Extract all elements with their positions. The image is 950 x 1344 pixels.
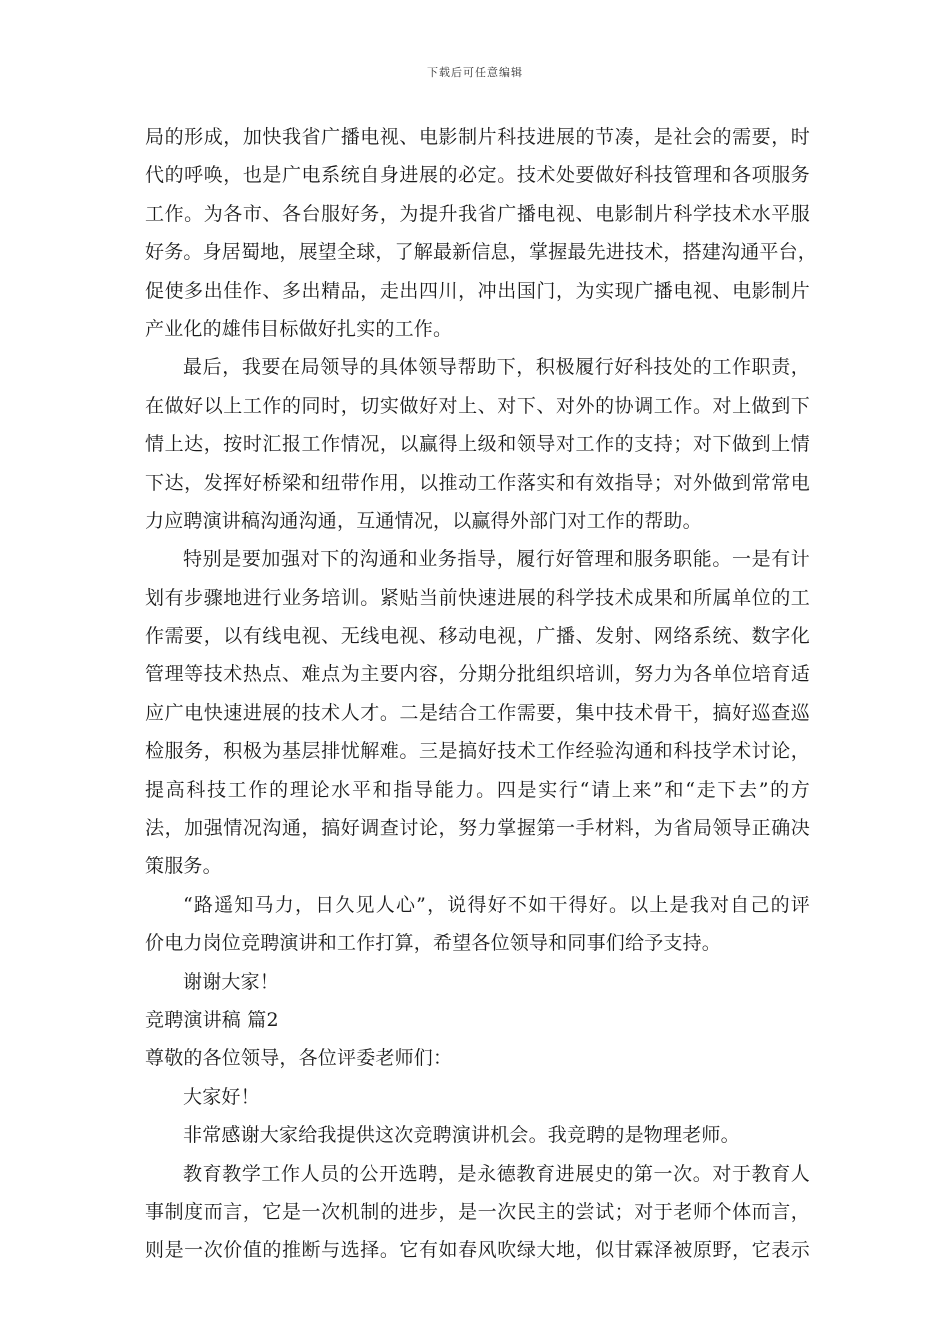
text-line: 竞聘演讲稿 篇2 xyxy=(145,1008,279,1031)
text-line: 工作。为各市、各台服好务，为提升我省广播电视、电影制片科学技术水平服 xyxy=(145,202,810,225)
text-line: 提高科技工作的理论水平和指导能力。四是实行“请上来”和“走下去”的方 xyxy=(145,778,810,801)
text-line: 非常感谢大家给我提供这次竞聘演讲机会。我竞聘的是物理老师。 xyxy=(183,1124,740,1147)
text-line: 管理等技术热点、难点为主要内容，分期分批组织培训，努力为各单位培育适 xyxy=(145,663,810,686)
text-line: 力应聘演讲稿沟通沟通，互通情况，以赢得外部门对工作的帮助。 xyxy=(145,509,702,532)
text-line: 价电力岗位竞聘演讲和工作打算，希望各位领导和同事们给予支持。 xyxy=(145,932,722,955)
text-line: 应广电快速进展的技术人才。二是结合工作需要，集中技术骨干，搞好巡查巡 xyxy=(145,701,810,724)
text-line: 检服务，积极为基层排忧解难。三是搞好技术工作经验沟通和科技学术讨论， xyxy=(145,740,810,763)
text-line: 产业化的雄伟目标做好扎实的工作。 xyxy=(145,317,453,340)
text-line: “路遥知马力，日久见人心”，说得好不如干得好。以上是我对自己的评 xyxy=(183,893,810,916)
text-line: 策服务。 xyxy=(145,855,222,878)
text-line: 特别是要加强对下的沟通和业务指导，履行好管理和服务职能。一是有计 xyxy=(183,548,810,571)
text-line: 好务。身居蜀地，展望全球，了解最新信息，掌握最先进技术，搭建沟通平台， xyxy=(145,241,818,264)
text-line: 下达，发挥好桥梁和纽带作用，以推动工作落实和有效指导；对外做到常常电 xyxy=(145,471,810,494)
text-line: 局的形成，加快我省广播电视、电影制片科技进展的节凑，是社会的需要，时 xyxy=(145,126,810,148)
text-line: 代的呼唤，也是广电系统自身进展的必定。技术处要做好科技管理和各项服务 xyxy=(145,164,810,187)
text-line: 情上达，按时汇报工作情况，以赢得上级和领导对工作的支持；对下做到上情 xyxy=(145,433,810,456)
text-line: 谢谢大家！ xyxy=(183,970,280,993)
text-line: 促使多出佳作、多出精品，走出四川，冲出国门，为实现广播电视、电影制片 xyxy=(145,279,810,302)
text-line: 划有步骤地进行业务培训。紧贴当前快速进展的科学技术成果和所属单位的工 xyxy=(145,586,810,609)
text-line: 作需要，以有线电视、无线电视、移动电视，广播、发射、网络系统、数字化 xyxy=(145,625,810,648)
text-line: 则是一次价值的推断与选择。它有如春风吹绿大地，似甘霖泽被原野，它表示 xyxy=(145,1239,810,1262)
document-body xyxy=(145,118,818,1270)
text-line: 大家好！ xyxy=(183,1085,260,1108)
text-line: 教育教学工作人员的公开选聘，是永德教育进展史的第一次。对于教育人 xyxy=(183,1162,810,1185)
text-line: 事制度而言，它是一次机制的进步，是一次民主的尝试；对于老师个体而言， xyxy=(145,1200,810,1223)
text-line: 尊敬的各位领导，各位评委老师们： xyxy=(145,1047,453,1070)
text-line: 在做好以上工作的同时，切实做好对上、对下、对外的协调工作。对上做到下 xyxy=(145,394,810,417)
text-line: 最后，我要在局领导的具体领导帮助下，积极履行好科技处的工作职责， xyxy=(183,356,810,379)
text-line: 法，加强情况沟通，搞好调查讨论，努力掌握第一手材料，为省局领导正确决 xyxy=(145,817,810,840)
page-header: 下载后可任意编辑 xyxy=(427,66,523,79)
